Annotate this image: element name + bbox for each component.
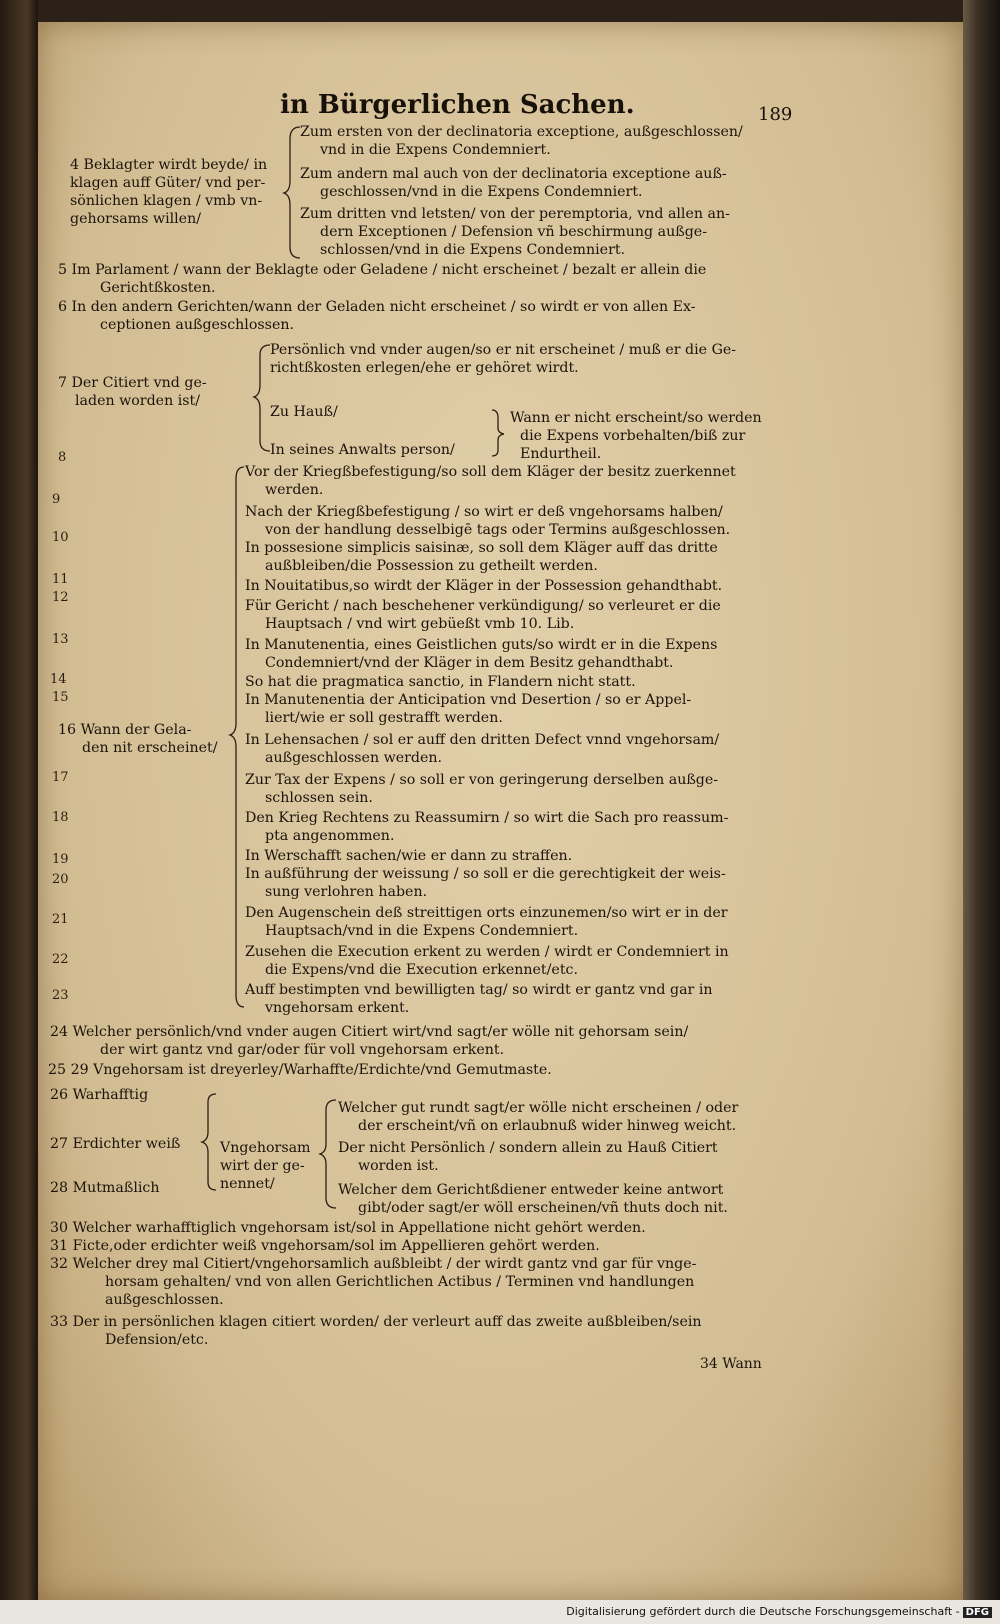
text-line: ceptionen außgeschlossen. bbox=[100, 317, 294, 333]
running-header: in Bürgerlichen Sachen. bbox=[280, 90, 635, 120]
dfg-logo: DFG bbox=[963, 1607, 992, 1618]
text-line: Zum dritten vnd letsten/ von der peremptoria, vnd allen an- bbox=[300, 206, 730, 222]
text-line: laden worden ist/ bbox=[75, 393, 201, 409]
text-line: Hauptsach/vnd in die Expens Condemniert. bbox=[265, 923, 579, 939]
text-line: der erscheint/vñ on erlaubnuß wider hinweg weicht. bbox=[358, 1118, 737, 1134]
text-line: wirt der ge- bbox=[220, 1158, 305, 1174]
page-number: 189 bbox=[758, 104, 793, 125]
margin-number: 15 bbox=[52, 690, 69, 705]
brace-2 bbox=[252, 343, 276, 453]
text-line: 30 Welcher warhafftiglich vngehorsam ist/sol in Appellatione nicht gehört werden. bbox=[50, 1220, 646, 1236]
text-line: außgeschlossen werden. bbox=[265, 750, 443, 766]
text-line: 7 Der Citiert vnd ge- bbox=[58, 375, 207, 391]
text-line: liert/wie er soll gestrafft werden. bbox=[265, 710, 503, 726]
brace-4 bbox=[228, 465, 248, 1010]
text-line: In Nouitatibus,so wirdt der Kläger in der Possession gehandthabt. bbox=[245, 578, 723, 594]
catchword: 34 Wann bbox=[700, 1356, 762, 1372]
text-line: klagen auff Güter/ vnd per- bbox=[70, 175, 266, 191]
text-line: Hauptsach / vnd wirt gebüeßt vmb 10. Lib. bbox=[265, 616, 575, 632]
text-line: Defension/etc. bbox=[105, 1332, 209, 1348]
text-line: Zusehen die Execution erkent zu werden / wirdt er Condemniert in bbox=[245, 944, 729, 960]
text-line: Gerichtßkosten. bbox=[100, 280, 216, 296]
text-line: sönlichen klagen / vmb vn- bbox=[70, 193, 263, 209]
text-line: Vor der Kriegßbefestigung/so soll dem Kläger der besitz zuerkennet bbox=[245, 464, 736, 480]
text-line: Wann er nicht erscheint/so werden bbox=[510, 410, 762, 426]
text-line: außgeschlossen. bbox=[105, 1292, 224, 1308]
text-line: schlossen sein. bbox=[265, 790, 373, 806]
text-line: vngehorsam erkent. bbox=[265, 1000, 410, 1016]
text-line: den nit erscheinet/ bbox=[82, 740, 218, 756]
text-line: horsam gehalten/ vnd von allen Gerichtlichen Actibus / Terminen vnd handlungen bbox=[105, 1274, 695, 1290]
text-line: 4 Beklagter wirdt beyde/ in bbox=[70, 157, 268, 173]
margin-number: 18 bbox=[52, 810, 69, 825]
text-line: nennet/ bbox=[220, 1176, 275, 1192]
text-line: Der nicht Persönlich / sondern allein zu Hauß Citiert bbox=[338, 1140, 718, 1156]
margin-number: 11 bbox=[52, 572, 69, 587]
text-line: Den Krieg Rechtens zu Reassumirn / so wirt die Sach pro reassum- bbox=[245, 810, 729, 826]
margin-number: 17 bbox=[52, 770, 69, 785]
text-line: 24 Welcher persönlich/vnd vnder augen Citiert wirt/vnd sagt/er wölle nit gehorsam sein/ bbox=[50, 1024, 689, 1040]
text-line: von der handlung desselbigē tags oder Termins außgeschlossen. bbox=[265, 522, 731, 538]
text-line: In Manutenentia der Anticipation vnd Desertion / so er Appel- bbox=[245, 692, 692, 708]
text-line: 26 Warhafftig bbox=[50, 1087, 149, 1103]
text-line: geschlossen/vnd in die Expens Condemniert. bbox=[320, 184, 643, 200]
text-line: 31 Ficte,oder erdichter weiß vngehorsam/sol im Appellieren gehört werden. bbox=[50, 1238, 600, 1254]
text-line: Zum ersten von der declinatoria exceptione, außgeschlossen/ bbox=[300, 124, 743, 140]
text-line: In Werschafft sachen/wie er dann zu straffen. bbox=[245, 848, 573, 864]
text-line: Vngehorsam bbox=[220, 1140, 311, 1156]
text-line: pta angenommen. bbox=[265, 828, 395, 844]
text-line: 33 Der in persönlichen klagen citiert worden/ der verleurt auff das zweite außbleiben/sein bbox=[50, 1314, 702, 1330]
text-line: In Lehensachen / sol er auff den dritten Defect vnnd vngehorsam/ bbox=[245, 732, 720, 748]
text-line: So hat die pragmatica sanctio, in Flandern nicht statt. bbox=[245, 674, 636, 690]
margin-number: 19 bbox=[52, 852, 69, 867]
text-line: In seines Anwalts person/ bbox=[270, 442, 455, 458]
text-line: In Manutenentia, eines Geistlichen guts/so wirdt er in die Expens bbox=[245, 637, 718, 653]
page-edge bbox=[963, 0, 1000, 1624]
margin-number: 21 bbox=[52, 912, 69, 927]
margin-number: 14 bbox=[50, 672, 67, 687]
brace-5 bbox=[200, 1092, 220, 1192]
text-line: die Expens vorbehalten/biß zur bbox=[520, 428, 746, 444]
text-line: richtßkosten erlegen/ehe er gehöret wirdt. bbox=[270, 360, 579, 376]
text-line: 25 29 Vngehorsam ist dreyerley/Warhaffte/Erdichte/vnd Gemutmaste. bbox=[48, 1062, 552, 1078]
text-line: schlossen/vnd in die Expens Condemniert. bbox=[320, 242, 626, 258]
text-line: 27 Erdichter weiß bbox=[50, 1136, 181, 1152]
text-line: In außführung der weissung / so soll er die gerechtigkeit der weis- bbox=[245, 866, 726, 882]
brace-6 bbox=[318, 1098, 340, 1210]
margin-number: 9 bbox=[52, 492, 61, 507]
brace-1 bbox=[282, 125, 306, 260]
margin-number: 13 bbox=[52, 632, 69, 647]
text-line: der wirt gantz vnd gar/oder für voll vngehorsam erkent. bbox=[100, 1042, 505, 1058]
margin-number: 10 bbox=[52, 530, 69, 545]
text-line: In possesione simplicis saisinæ, so soll dem Kläger auff das dritte bbox=[245, 540, 718, 556]
text-line: gehorsams willen/ bbox=[70, 211, 201, 227]
text-line: sung verlohren haben. bbox=[265, 884, 428, 900]
text-line: Zum andern mal auch von der declinatoria exceptione auß- bbox=[300, 166, 727, 182]
text-line: Welcher gut rundt sagt/er wölle nicht erscheinen / oder bbox=[338, 1100, 739, 1116]
text-line: 32 Welcher drey mal Citiert/vngehorsamlich außbleibt / der wirdt gantz vnd gar für vnge- bbox=[50, 1256, 697, 1272]
text-line: vnd in die Expens Condemniert. bbox=[320, 142, 551, 158]
margin-number: 8 bbox=[58, 450, 67, 465]
margin-number: 22 bbox=[52, 952, 69, 967]
text-line: Zur Tax der Expens / so soll er von geringerung derselben außge- bbox=[245, 772, 719, 788]
margin-number: 12 bbox=[52, 590, 69, 605]
brace-3 bbox=[490, 408, 506, 458]
text-line: dern Exceptionen / Defension vñ beschirmung außge- bbox=[320, 224, 707, 240]
footer-text: Digitalisierung gefördert durch die Deutsche Forschungsgemeinschaft - bbox=[566, 1605, 960, 1618]
text-line: Persönlich vnd vnder augen/so er nit erscheinet / muß er die Ge- bbox=[270, 342, 737, 358]
text-line: 5 Im Parlament / wann der Beklagte oder Geladene / nicht erscheinet / bezalt er allein die bbox=[58, 262, 707, 278]
text-line: Auff bestimpten vnd bewilligten tag/ so wirdt er gantz vnd gar in bbox=[245, 982, 713, 998]
text-line: Nach der Kriegßbefestigung / so wirt er deß vngehorsams halben/ bbox=[245, 504, 723, 520]
text-line: außbleiben/die Possession zu getheilt werden. bbox=[265, 558, 598, 574]
text-line: 16 Wann der Gela- bbox=[58, 722, 192, 738]
text-line: die Expens/vnd die Execution erkennet/etc. bbox=[265, 962, 578, 978]
text-line: Zu Hauß/ bbox=[270, 404, 338, 420]
text-line: 6 In den andern Gerichten/wann der Geladen nicht erscheinet / so wirdt er von allen Ex- bbox=[58, 299, 696, 315]
margin-number: 20 bbox=[52, 872, 69, 887]
text-line: worden ist. bbox=[358, 1158, 439, 1174]
text-line: Endurtheil. bbox=[520, 446, 602, 462]
footer-credit bbox=[566, 1605, 992, 1618]
text-line: Den Augenschein deß streittigen orts einzunemen/so wirt er in der bbox=[245, 905, 728, 921]
text-line: werden. bbox=[265, 482, 324, 498]
text-line: gibt/oder sagt/er wöll erscheinen/vñ thuts doch nit. bbox=[358, 1200, 728, 1216]
text-line: 28 Mutmaßlich bbox=[50, 1180, 160, 1196]
margin-number: 23 bbox=[52, 988, 69, 1003]
text-line: Condemniert/vnd der Kläger in dem Besitz gehandthabt. bbox=[265, 655, 674, 671]
book-binding bbox=[0, 0, 38, 1624]
text-line: Für Gericht / nach beschehener verkündigung/ so verleuret er die bbox=[245, 598, 721, 614]
text-line: Welcher dem Gerichtßdiener entweder keine antwort bbox=[338, 1182, 724, 1198]
